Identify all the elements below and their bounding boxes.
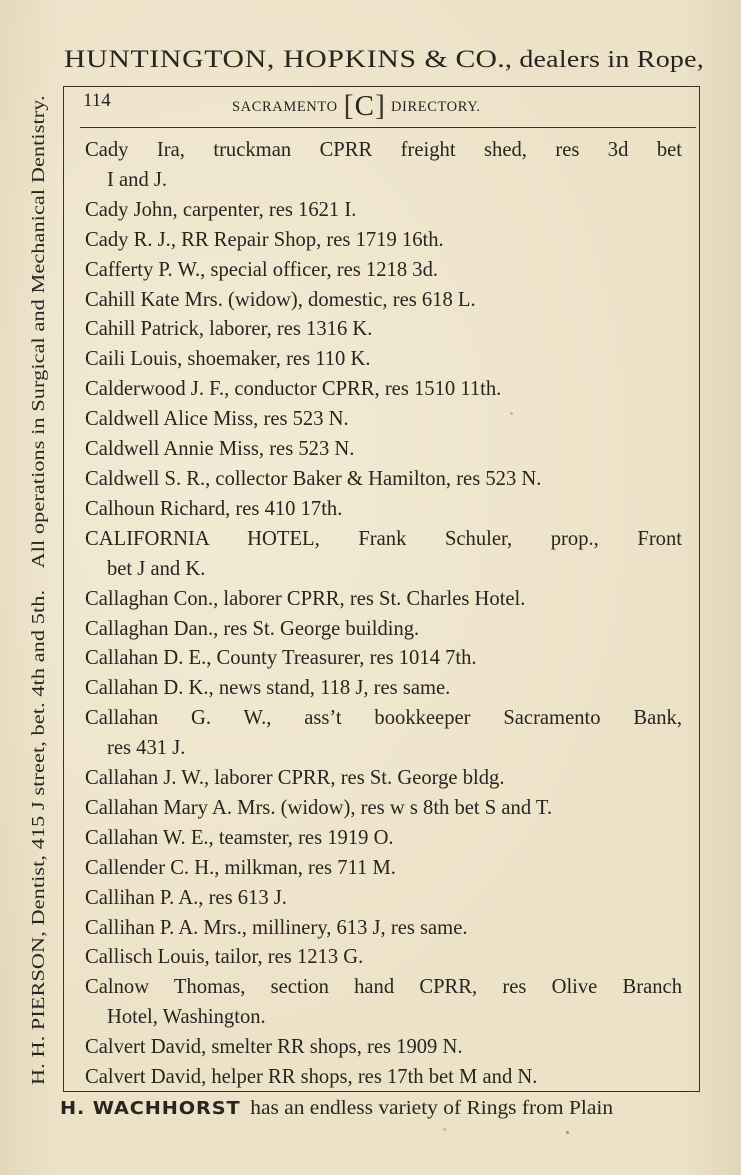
entry-text: Callihan P. A. Mrs., millinery, 613 J, res same. xyxy=(85,916,468,939)
entry-text: Caldwell Annie Miss, res 523 N. xyxy=(85,438,355,461)
directory-entry xyxy=(85,854,685,884)
bottom-advertisement-rest: has an endless variety of Rings from Plain xyxy=(250,1098,614,1119)
entry-text: Calderwood J. F., conductor CPRR, res 1510 11th. xyxy=(85,378,502,401)
entry-text: Callihan P. A., res 613 J. xyxy=(85,886,287,909)
directory-entries xyxy=(85,136,685,1093)
bottom-advertisement xyxy=(60,1098,613,1120)
directory-entry xyxy=(85,256,685,286)
directory-entry xyxy=(85,615,685,645)
page-number: 114 xyxy=(83,90,111,111)
entry-continuation: res 431 J. xyxy=(107,737,186,760)
paper-speck xyxy=(566,1131,569,1134)
entry-text: Callaghan Dan., res St. George building. xyxy=(85,617,420,640)
entry-text: Cady Ira, truckman CPRR freight shed, res 3d bet xyxy=(85,139,682,161)
directory-entry xyxy=(85,644,685,674)
directory-entry xyxy=(85,764,685,794)
running-head-right: DIRECTORY. xyxy=(390,99,481,115)
entry-text: Cafferty P. W., special officer, res 1218 3d. xyxy=(85,258,439,281)
entry-continuation: bet J and K. xyxy=(107,557,206,580)
side-advertisement: H. H. PIERSON, Dentist, 415 J street, bet. 4th and 5th. All operations in Surgical and Mechanical Dentistry. xyxy=(28,95,48,1085)
directory-entry xyxy=(85,136,685,196)
directory-entry xyxy=(85,495,685,525)
bracket-close: ] xyxy=(374,89,385,122)
section-marker xyxy=(344,91,385,121)
entry-text: Callahan D. E., County Treasurer, res 1014 7th. xyxy=(85,647,477,670)
entry-text: Cady John, carpenter, res 1621 I. xyxy=(85,198,357,221)
paper-speck xyxy=(443,1128,446,1131)
entry-text: Callahan Mary A. Mrs. (widow), res w s 8th bet S and T. xyxy=(85,796,553,819)
directory-entry xyxy=(85,435,685,465)
directory-entry xyxy=(85,794,685,824)
directory-entry xyxy=(85,345,685,375)
directory-entry xyxy=(85,1033,685,1063)
top-advertisement-amp-co: & CO. xyxy=(424,44,505,73)
directory-entry xyxy=(85,315,685,345)
top-advertisement-rest: , dealers in Rope, xyxy=(504,47,704,73)
top-advertisement-name: HUNTINGTON, HOPKINS xyxy=(64,44,417,73)
entry-text: Callahan G. W., ass’t bookkeeper Sacramento Bank, xyxy=(85,707,682,730)
entry-text: Callahan W. E., teamster, res 1919 O. xyxy=(85,826,394,849)
directory-entry xyxy=(85,914,685,944)
entry-text: Callahan J. W., laborer CPRR, res St. George bldg. xyxy=(85,767,505,790)
header-rule xyxy=(80,127,696,128)
directory-entry xyxy=(85,196,685,226)
directory-entry xyxy=(85,674,685,704)
top-advertisement-co xyxy=(417,44,505,73)
entry-text: Callisch Louis, tailor, res 1213 G. xyxy=(85,946,364,969)
bracket-open: [ xyxy=(343,89,354,122)
entry-text: Caldwell Alice Miss, res 523 N. xyxy=(85,408,349,431)
entry-text: Cady R. J., RR Repair Shop, res 1719 16th. xyxy=(85,228,444,251)
entry-text: Calhoun Richard, res 410 17th. xyxy=(85,497,343,520)
directory-entry xyxy=(85,465,685,495)
directory-entry xyxy=(85,943,685,973)
directory-entry xyxy=(85,884,685,914)
directory-entry xyxy=(85,405,685,435)
entry-text: Caldwell S. R., collector Baker & Hamilton, res 523 N. xyxy=(85,467,542,490)
entry-continuation: Hotel, Washington. xyxy=(107,1006,266,1029)
directory-entry xyxy=(85,585,685,615)
entry-text: Calvert David, smelter RR shops, res 1909 N. xyxy=(85,1036,463,1059)
entry-text: Cahill Patrick, laborer, res 1316 K. xyxy=(85,318,373,341)
directory-entry xyxy=(85,286,685,316)
top-advertisement xyxy=(64,44,704,74)
entry-text: Callahan D. K., news stand, 118 J, res same. xyxy=(85,677,451,700)
directory-entry xyxy=(85,1063,685,1093)
bottom-advertisement-name: H. WACHHORST xyxy=(60,1099,241,1119)
running-head xyxy=(232,88,481,124)
entry-text: CALIFORNIA HOTEL, Frank Schuler, prop., Front xyxy=(85,527,682,550)
directory-entry xyxy=(85,375,685,405)
directory-entry xyxy=(85,525,685,585)
entry-text: Cahill Kate Mrs. (widow), domestic, res 618 L. xyxy=(85,288,476,311)
directory-entry xyxy=(85,824,685,854)
directory-entry xyxy=(85,704,685,764)
entry-text: Callender C. H., milkman, res 711 M. xyxy=(85,856,396,879)
directory-entry xyxy=(85,973,685,1033)
directory-entry xyxy=(85,226,685,256)
entry-text: Callaghan Con., laborer CPRR, res St. Charles Hotel. xyxy=(85,587,526,610)
paper-speck xyxy=(510,412,513,415)
entry-continuation: I and J. xyxy=(107,168,168,191)
entry-text: Calnow Thomas, section hand CPRR, res Olive Branch xyxy=(85,976,682,999)
section-letter: C xyxy=(354,89,374,122)
entry-text: Caili Louis, shoemaker, res 110 K. xyxy=(85,348,371,371)
running-head-left: SACRAMENTO xyxy=(232,99,338,115)
entry-text: Calvert David, helper RR shops, res 17th bet M and N. xyxy=(85,1066,538,1089)
